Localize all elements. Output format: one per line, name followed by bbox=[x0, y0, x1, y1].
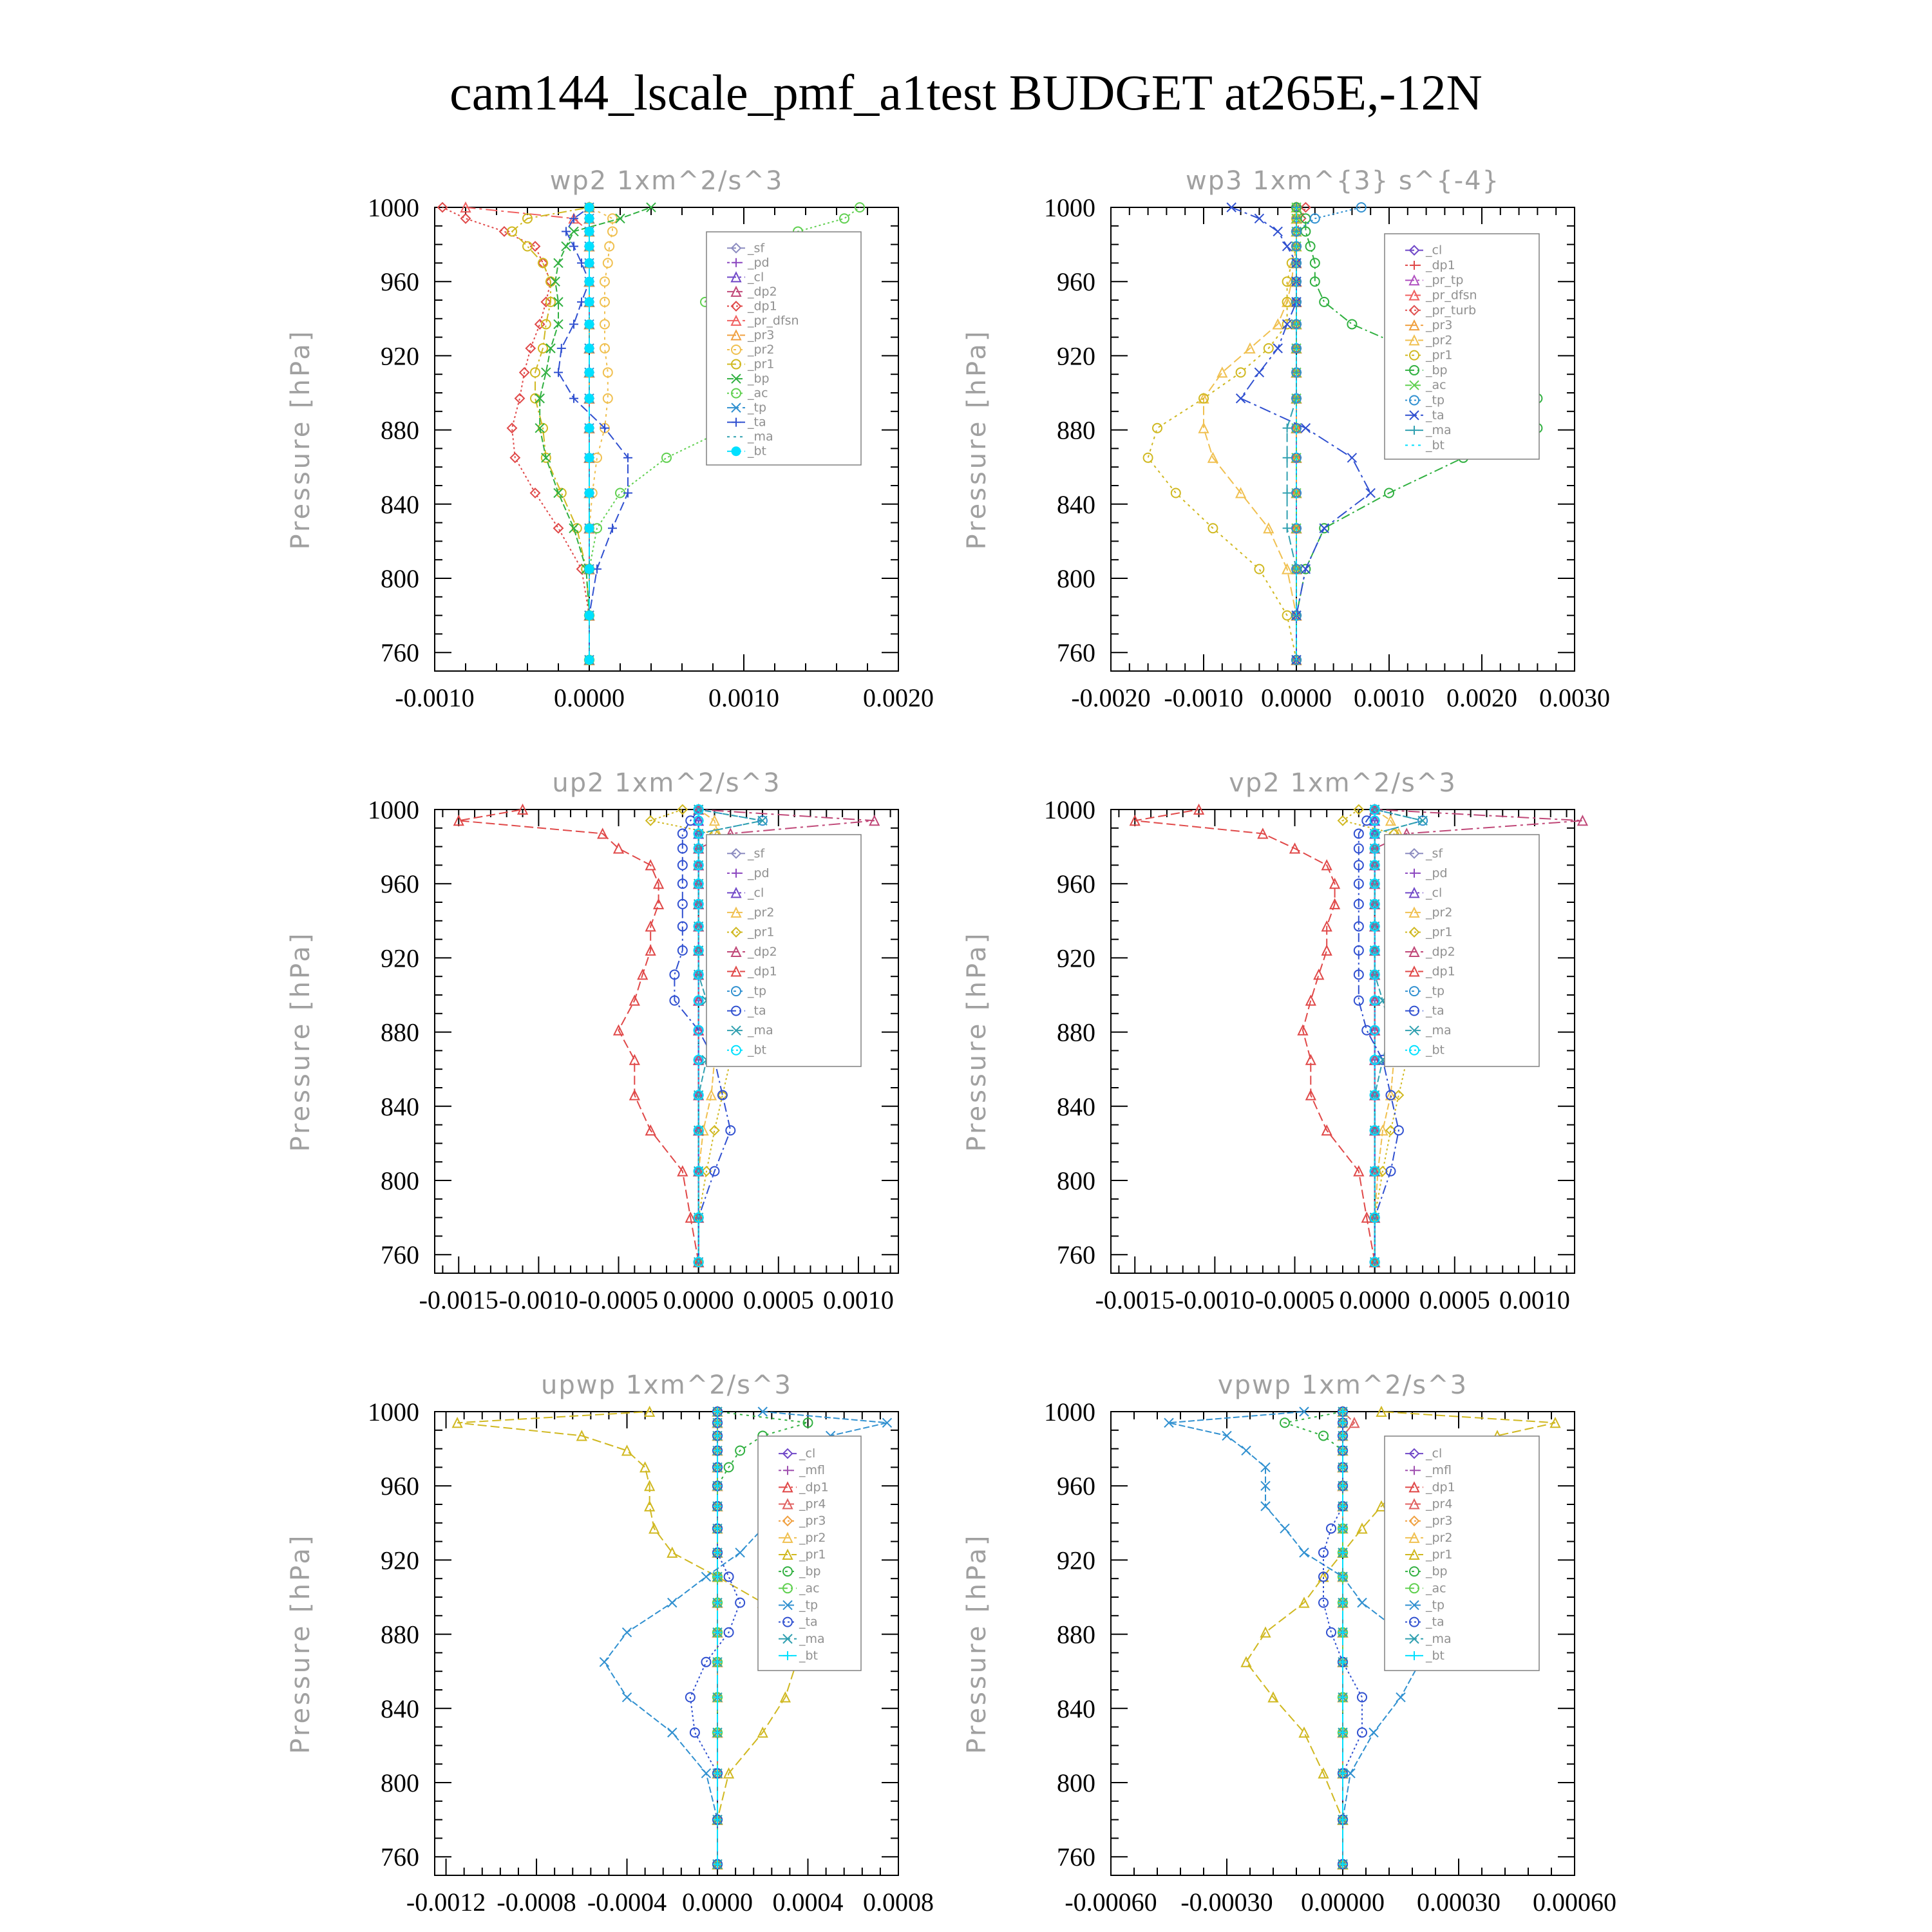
legend-entry: _bt bbox=[1426, 438, 1445, 453]
y-tick-label: 920 bbox=[1057, 943, 1095, 973]
y-tick-label: 760 bbox=[1057, 1240, 1095, 1270]
y-tick-label: 840 bbox=[381, 489, 419, 519]
y-tick-label: 800 bbox=[1057, 1166, 1095, 1195]
x-tick-label: 0.0000 bbox=[663, 1285, 734, 1314]
legend-entry: _dp2 bbox=[1426, 945, 1455, 959]
series-tp bbox=[1292, 203, 1366, 665]
legend-entry: _mfl bbox=[1426, 1463, 1452, 1478]
panel-title: upwp 1xm^2/s^3 bbox=[541, 1370, 792, 1400]
y-tick-label: 1000 bbox=[1044, 1397, 1095, 1426]
y-tick-label: 920 bbox=[1057, 341, 1095, 371]
y-tick-label: 960 bbox=[1057, 869, 1095, 899]
panel-3 bbox=[286, 768, 898, 1314]
legend-entry: _ta bbox=[799, 1615, 818, 1629]
y-tick-label: 880 bbox=[1057, 1620, 1095, 1649]
series-dp1 bbox=[1130, 805, 1379, 1267]
x-tick-label: 0.0008 bbox=[863, 1888, 934, 1917]
y-tick-label: 1000 bbox=[368, 193, 419, 222]
series-prdfsn bbox=[461, 203, 594, 665]
legend-entry: _pr3 bbox=[799, 1513, 826, 1528]
y-tick-label: 800 bbox=[1057, 1768, 1095, 1797]
panel-title: vp2 1xm^2/s^3 bbox=[1229, 768, 1457, 798]
legend-entry: _ma bbox=[1426, 1023, 1452, 1038]
y-tick-label: 840 bbox=[1057, 1694, 1095, 1723]
y-tick-label: 1000 bbox=[368, 795, 419, 824]
legend-entry: _ta bbox=[1426, 1003, 1444, 1018]
legend-entry: _ac bbox=[1426, 378, 1446, 393]
y-tick-label: 800 bbox=[381, 1768, 419, 1797]
y-tick-label: 880 bbox=[381, 415, 419, 445]
legend-entry: _mfl bbox=[799, 1463, 825, 1478]
legend-entry: _cl bbox=[748, 270, 764, 285]
legend-entry: _pr1 bbox=[799, 1548, 826, 1562]
legend-entry: _ac bbox=[799, 1581, 820, 1596]
y-axis-label: Pressure [hPa] bbox=[286, 328, 316, 550]
legend-entry: _dp1 bbox=[1426, 258, 1455, 272]
y-tick-label: 880 bbox=[381, 1620, 419, 1649]
series-pr1 bbox=[453, 1407, 801, 1869]
panel-1 bbox=[286, 166, 934, 712]
legend-entry: _cl bbox=[799, 1446, 816, 1461]
legend-entry: _pr4 bbox=[799, 1497, 826, 1511]
legend-entry: _ma bbox=[748, 1023, 773, 1038]
legend bbox=[758, 1436, 861, 1671]
x-tick-label: -0.0012 bbox=[406, 1888, 486, 1917]
panel-title: wp3 1xm^{3} s^{-4} bbox=[1185, 166, 1501, 196]
legend-entry: _cl bbox=[1426, 886, 1443, 900]
x-tick-label: 0.0010 bbox=[708, 683, 779, 712]
x-tick-label: -0.0015 bbox=[419, 1285, 498, 1314]
series-ta bbox=[686, 1407, 744, 1869]
x-tick-label: -0.00030 bbox=[1180, 1888, 1273, 1917]
panel-5 bbox=[286, 1370, 934, 1917]
x-tick-label: 0.00060 bbox=[1533, 1888, 1616, 1917]
legend-entry: _pr2 bbox=[799, 1530, 826, 1545]
x-tick-label: 0.0030 bbox=[1539, 683, 1610, 712]
legend-entry: _pr2 bbox=[1426, 333, 1453, 348]
y-tick-label: 920 bbox=[381, 341, 419, 371]
legend-entry: _tp bbox=[1426, 984, 1445, 999]
y-tick-label: 960 bbox=[381, 1472, 419, 1501]
legend-entry: _dp1 bbox=[1426, 964, 1455, 979]
legend-entry: _pr1 bbox=[748, 925, 775, 940]
legend-entry: _sf bbox=[748, 241, 765, 256]
legend-entry: _tp bbox=[748, 401, 767, 415]
y-tick-label: 960 bbox=[1057, 1472, 1095, 1501]
y-tick-label: 1000 bbox=[368, 1397, 419, 1426]
x-tick-label: 0.0005 bbox=[1419, 1285, 1490, 1314]
x-tick-label: -0.0005 bbox=[1255, 1285, 1335, 1314]
legend-entry: _bp bbox=[799, 1564, 821, 1579]
y-tick-label: 920 bbox=[381, 1546, 419, 1575]
legend-entry: _pr_tp bbox=[1426, 273, 1464, 288]
panel-title: wp2 1xm^2/s^3 bbox=[549, 166, 784, 196]
x-tick-label: 0.0020 bbox=[863, 683, 934, 712]
legend-entry: _bp bbox=[748, 372, 770, 386]
y-tick-label: 760 bbox=[1057, 1842, 1095, 1872]
panel-4 bbox=[962, 768, 1587, 1314]
x-tick-label: 0.0010 bbox=[1499, 1285, 1570, 1314]
legend-entry: _ac bbox=[748, 386, 768, 401]
legend-entry: _ta bbox=[1426, 408, 1444, 422]
y-tick-label: 920 bbox=[381, 943, 419, 973]
legend-entry: _pr2 bbox=[748, 343, 775, 357]
legend bbox=[706, 232, 861, 465]
y-tick-label: 880 bbox=[381, 1018, 419, 1047]
y-tick-label: 960 bbox=[381, 869, 419, 899]
x-tick-label: -0.0020 bbox=[1071, 683, 1151, 712]
y-axis-label: Pressure [hPa] bbox=[962, 1533, 992, 1754]
x-tick-label: 0.0004 bbox=[772, 1888, 844, 1917]
legend-entry: _bt bbox=[799, 1648, 819, 1663]
x-tick-label: -0.0010 bbox=[1175, 1285, 1255, 1314]
legend bbox=[1385, 835, 1539, 1066]
y-tick-label: 960 bbox=[1057, 267, 1095, 297]
panel-2 bbox=[962, 166, 1610, 712]
y-tick-label: 800 bbox=[1057, 564, 1095, 593]
legend-entry: _bt bbox=[748, 444, 767, 459]
legend bbox=[1385, 1436, 1539, 1671]
legend-entry: _pr1 bbox=[1426, 1548, 1453, 1562]
y-tick-label: 1000 bbox=[1044, 795, 1095, 824]
series-pr4 bbox=[1338, 1407, 1359, 1869]
legend-entry: _pr2 bbox=[748, 905, 775, 920]
x-tick-label: -0.0008 bbox=[497, 1888, 576, 1917]
legend-entry: _bt bbox=[1426, 1043, 1445, 1057]
legend-entry: _pr_dfsn bbox=[1426, 288, 1477, 303]
legend-entry: _bp bbox=[1426, 1564, 1448, 1579]
panel-title: up2 1xm^2/s^3 bbox=[552, 768, 781, 798]
legend-entry: _cl bbox=[748, 886, 764, 900]
x-tick-label: 0.0000 bbox=[1339, 1285, 1410, 1314]
legend-entry: _ta bbox=[1426, 1615, 1444, 1629]
legend-entry: _pr_turb bbox=[1426, 303, 1477, 317]
series-bt bbox=[713, 1407, 722, 1869]
x-tick-label: 0.00000 bbox=[1301, 1888, 1385, 1917]
legend-entry: _tp bbox=[1426, 393, 1445, 408]
x-tick-label: 0.0010 bbox=[822, 1285, 894, 1314]
y-tick-label: 1000 bbox=[1044, 193, 1095, 222]
series-pr1 bbox=[507, 203, 594, 665]
legend-entry: _pr1 bbox=[748, 357, 775, 372]
legend-entry: _pr2 bbox=[1426, 905, 1453, 920]
legend-entry: _sf bbox=[748, 846, 765, 861]
x-tick-label: 0.0000 bbox=[1261, 683, 1332, 712]
x-tick-label: 0.0010 bbox=[1354, 683, 1425, 712]
y-tick-label: 800 bbox=[381, 1166, 419, 1195]
y-tick-label: 880 bbox=[1057, 1018, 1095, 1047]
x-tick-label: -0.0010 bbox=[395, 683, 475, 712]
legend-entry: _dp1 bbox=[1426, 1480, 1455, 1495]
x-tick-label: -0.0010 bbox=[1164, 683, 1244, 712]
legend-entry: _pr3 bbox=[1426, 1513, 1453, 1528]
legend-entry: _ta bbox=[748, 415, 766, 430]
y-tick-label: 840 bbox=[1057, 489, 1095, 519]
legend-entry: _pd bbox=[748, 255, 770, 270]
y-tick-label: 920 bbox=[1057, 1546, 1095, 1575]
legend-entry: _pd bbox=[1426, 866, 1448, 880]
y-axis-label: Pressure [hPa] bbox=[962, 931, 992, 1152]
series-bp bbox=[535, 203, 656, 665]
legend-entry: _bt bbox=[748, 1043, 767, 1057]
x-tick-label: -0.0015 bbox=[1095, 1285, 1175, 1314]
y-tick-label: 840 bbox=[381, 1694, 419, 1723]
series-ta bbox=[554, 203, 632, 665]
series-dp1 bbox=[438, 203, 594, 665]
y-axis-label: Pressure [hPa] bbox=[962, 328, 992, 550]
x-tick-label: 0.0005 bbox=[743, 1285, 814, 1314]
legend-entry: _dp2 bbox=[748, 945, 777, 959]
series-pr1 bbox=[1144, 203, 1301, 665]
y-tick-label: 760 bbox=[381, 1240, 419, 1270]
x-tick-label: -0.0010 bbox=[498, 1285, 579, 1314]
y-tick-label: 840 bbox=[381, 1092, 419, 1121]
x-tick-label: -0.0004 bbox=[587, 1888, 667, 1917]
legend-entry: _bp bbox=[1426, 363, 1448, 377]
legend-entry: _ac bbox=[1426, 1581, 1446, 1596]
legend-entry: _dp1 bbox=[748, 964, 777, 979]
legend bbox=[706, 835, 861, 1066]
x-tick-label: 0.0000 bbox=[554, 683, 625, 712]
y-tick-label: 880 bbox=[1057, 415, 1095, 445]
series-dp1 bbox=[454, 805, 703, 1267]
legend-entry: _bt bbox=[1426, 1648, 1445, 1663]
x-tick-label: -0.0005 bbox=[578, 1285, 659, 1314]
legend-entry: _dp2 bbox=[748, 284, 777, 299]
legend-entry: _dp1 bbox=[799, 1480, 829, 1495]
y-axis-label: Pressure [hPa] bbox=[286, 931, 316, 1152]
legend-entry: _pr3 bbox=[748, 328, 775, 343]
series-pr2 bbox=[1199, 203, 1301, 665]
figure-title: cam144_lscale_pmf_a1test BUDGET at265E,-12N bbox=[450, 64, 1482, 120]
y-tick-label: 760 bbox=[381, 638, 419, 668]
legend-entry: _pr_dfsn bbox=[748, 313, 799, 328]
legend-entry: _sf bbox=[1426, 846, 1443, 861]
x-tick-label: 0.00030 bbox=[1417, 1888, 1501, 1917]
legend-entry: _cl bbox=[1426, 243, 1443, 258]
legend-entry: _cl bbox=[1426, 1446, 1443, 1461]
x-tick-label: 0.0000 bbox=[682, 1888, 753, 1917]
x-tick-label: 0.0020 bbox=[1446, 683, 1517, 712]
legend-entry: _dp1 bbox=[748, 299, 777, 314]
y-tick-label: 840 bbox=[1057, 1092, 1095, 1121]
y-tick-label: 760 bbox=[381, 1842, 419, 1872]
legend-entry: _pd bbox=[748, 866, 770, 880]
y-tick-label: 760 bbox=[1057, 638, 1095, 668]
legend-entry: _tp bbox=[799, 1598, 819, 1613]
legend-entry: _ma bbox=[1426, 1631, 1452, 1646]
x-tick-label: -0.00060 bbox=[1065, 1888, 1157, 1917]
legend-entry: _pr1 bbox=[1426, 348, 1453, 363]
panel-title: vpwp 1xm^2/s^3 bbox=[1217, 1370, 1468, 1400]
panel-6 bbox=[962, 1370, 1616, 1917]
legend bbox=[1385, 234, 1539, 459]
legend-entry: _tp bbox=[748, 984, 767, 999]
legend-entry: _pr4 bbox=[1426, 1497, 1453, 1511]
legend-entry: _pr3 bbox=[1426, 318, 1453, 333]
y-tick-label: 800 bbox=[381, 564, 419, 593]
legend-entry: _ta bbox=[748, 1003, 766, 1018]
y-tick-label: 960 bbox=[381, 267, 419, 297]
series-bp bbox=[1280, 1407, 1347, 1869]
legend-entry: _pr1 bbox=[1426, 925, 1453, 940]
legend-entry: _ma bbox=[1426, 423, 1452, 438]
legend-entry: _ma bbox=[748, 430, 773, 444]
legend-entry: _ma bbox=[799, 1631, 825, 1646]
legend-entry: _pr2 bbox=[1426, 1530, 1453, 1545]
legend-entry: _tp bbox=[1426, 1598, 1445, 1613]
y-axis-label: Pressure [hPa] bbox=[286, 1533, 316, 1754]
